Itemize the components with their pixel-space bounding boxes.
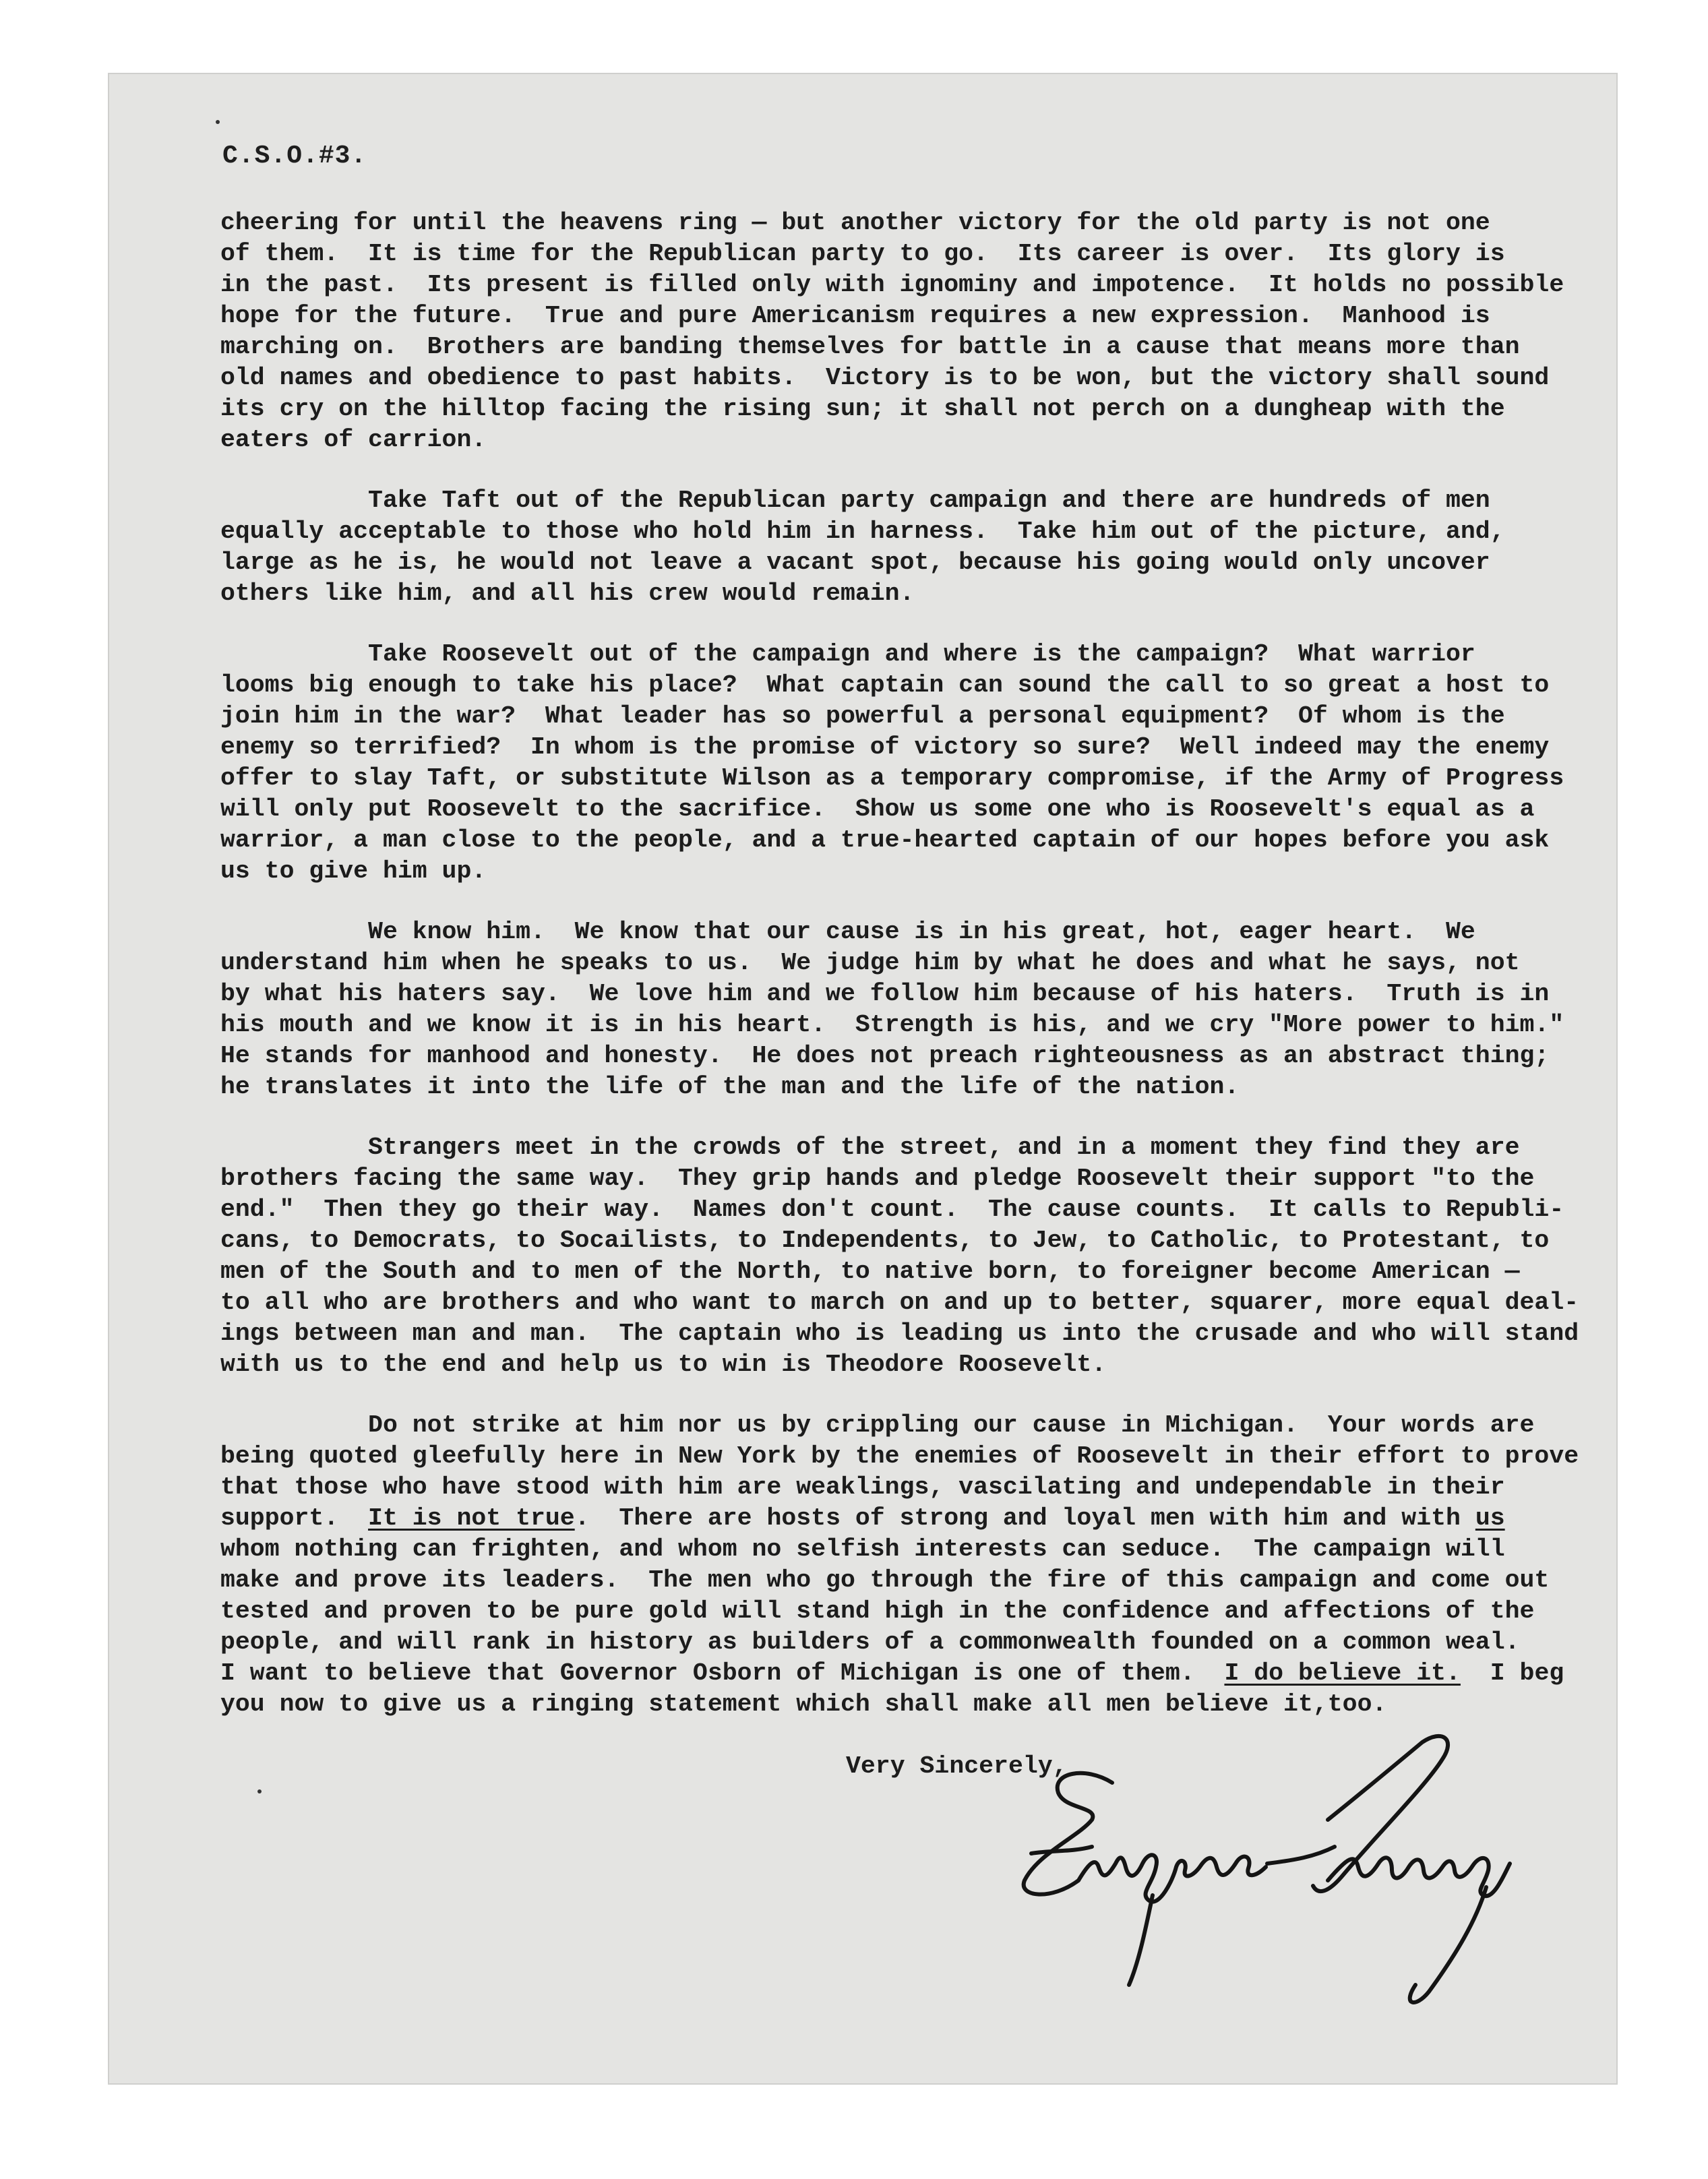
text-line: in the past. Its present is filled only with ignominy and impotence. It holds no possible	[220, 271, 1564, 299]
text-line	[220, 1658, 1575, 1689]
closing: Very Sincerely,	[846, 1752, 1068, 1780]
text-line: you now to give us a ringing statement which shall make all men believe it,too.	[220, 1690, 1387, 1718]
page-header: C.S.O.#3.	[222, 142, 367, 171]
text-line: offer to slay Taft, or substitute Wilson as a temporary compromise, if the Army of Progress	[220, 764, 1564, 792]
text-line: he translates it into the life of the man and the life of the nation.	[220, 1073, 1240, 1101]
text-line: to all who are brothers and who want to march on and up to better, squarer, more equal deal-	[220, 1289, 1579, 1316]
handwritten-signature	[1011, 1719, 1564, 2008]
underlined-phrase: I do believe it.	[1224, 1659, 1461, 1687]
text-line: Take Taft out of the Republican party campaign and there are hundreds of men	[220, 487, 1490, 514]
paragraph-2	[220, 485, 1575, 609]
text-line: understand him when he speaks to us. We judge him by what he does and what he says, not	[220, 949, 1520, 977]
text-line: with us to the end and help us to win is Theodore Roosevelt.	[220, 1351, 1107, 1378]
paragraph-5	[220, 1132, 1579, 1380]
text-line: Do not strike at him nor us by crippling our cause in Michigan. Your words are	[220, 1411, 1535, 1439]
text-line: of them. It is time for the Republican party to go. Its career is over. Its glory is	[220, 240, 1505, 268]
text-line: cans, to Democrats, to Socailists, to Independents, to Jew, to Catholic, to Protestant, to	[220, 1227, 1550, 1254]
text-line: us to give him up.	[220, 857, 487, 885]
paragraph-6	[220, 1410, 1579, 1720]
text-line: that those who have stood with him are weaklings, vascilating and undependable in their	[220, 1473, 1505, 1501]
text-line: his mouth and we know it is in his heart. Strength is his, and we cry "More power to him."	[220, 1011, 1564, 1039]
text-line: end." Then they go their way. Names don't count. The cause counts. It calls to Republi-	[220, 1196, 1564, 1223]
text-segment: support.	[220, 1504, 369, 1532]
paper-speck	[257, 1789, 262, 1793]
text-line: join him in the war? What leader has so powerful a personal equipment? Of whom is the	[220, 702, 1505, 730]
text-line: He stands for manhood and honesty. He does not preach righteousness as an abstract thing;	[220, 1042, 1550, 1070]
text-line: looms big enough to take his place? What captain can sound the call to so great a host to	[220, 671, 1550, 699]
paper-speck	[216, 120, 220, 124]
text-line: others like him, and all his crew would remain.	[220, 580, 915, 607]
text-line: ings between man and man. The captain who is leading us into the crusade and who will stand	[220, 1320, 1579, 1347]
underlined-phrase: It is not true	[368, 1504, 575, 1532]
text-segment: I beg	[1460, 1659, 1564, 1687]
text-line: make and prove its leaders. The men who go through the fire of this campaign and come out	[220, 1566, 1550, 1594]
text-line: cheering for until the heavens ring — but another victory for the old party is not one	[220, 209, 1490, 237]
text-line: hope for the future. True and pure Americanism requires a new expression. Manhood is	[220, 302, 1490, 330]
text-line: Strangers meet in the crowds of the street, and in a moment they find they are	[220, 1134, 1520, 1161]
text-line: marching on. Brothers are banding themselves for battle in a cause that means more than	[220, 333, 1520, 361]
text-line: old names and obedience to past habits. Victory is to be won, but the victory shall sound	[220, 364, 1550, 392]
text-line: people, and will rank in history as builders of a commonwealth founded on a common weal.	[220, 1628, 1520, 1656]
underlined-word: us	[1475, 1504, 1505, 1532]
text-line	[220, 1503, 1575, 1534]
text-line: eaters of carrion.	[220, 426, 487, 454]
text-segment: I want to believe that Governor Osborn of Michigan is one of them.	[220, 1659, 1225, 1687]
paragraph-1	[220, 208, 1575, 456]
text-line: men of the South and to men of the North, to native born, to foreigner become American —	[220, 1258, 1520, 1285]
text-line: warrior, a man close to the people, and a true-hearted captain of our hopes before you ask	[220, 826, 1550, 854]
text-line: large as he is, he would not leave a vacant spot, because his going would only uncover	[220, 549, 1490, 576]
text-line: being quoted gleefully here in New York by the enemies of Roosevelt in their effort to prove	[220, 1442, 1579, 1470]
text-line: will only put Roosevelt to the sacrifice. Show us some one who is Roosevelt's equal as a	[220, 795, 1535, 823]
text-line: its cry on the hilltop facing the rising sun; it shall not perch on a dungheap with the	[220, 395, 1505, 423]
text-line: brothers facing the same way. They grip hands and pledge Roosevelt their support "to the	[220, 1165, 1535, 1192]
text-line: enemy so terrified? In whom is the promise of victory so sure? Well indeed may the enemy	[220, 733, 1550, 761]
text-line: by what his haters say. We love him and we follow him because of his haters. Truth is in	[220, 980, 1550, 1008]
text-segment: . There are hosts of strong and loyal men with him and with	[574, 1504, 1475, 1532]
text-line: tested and proven to be pure gold will stand high in the confidence and affections of the	[220, 1597, 1535, 1625]
paragraph-4	[220, 917, 1575, 1103]
text-line: We know him. We know that our cause is in his great, hot, eager heart. We	[220, 918, 1475, 946]
letter-body	[220, 208, 1579, 1720]
text-line: equally acceptable to those who hold him in harness. Take him out of the picture, and,	[220, 518, 1505, 545]
text-line: whom nothing can frighten, and whom no selfish interests can seduce. The campaign will	[220, 1535, 1505, 1563]
text-line: Take Roosevelt out of the campaign and where is the campaign? What warrior	[220, 640, 1475, 668]
paragraph-3	[220, 639, 1575, 887]
